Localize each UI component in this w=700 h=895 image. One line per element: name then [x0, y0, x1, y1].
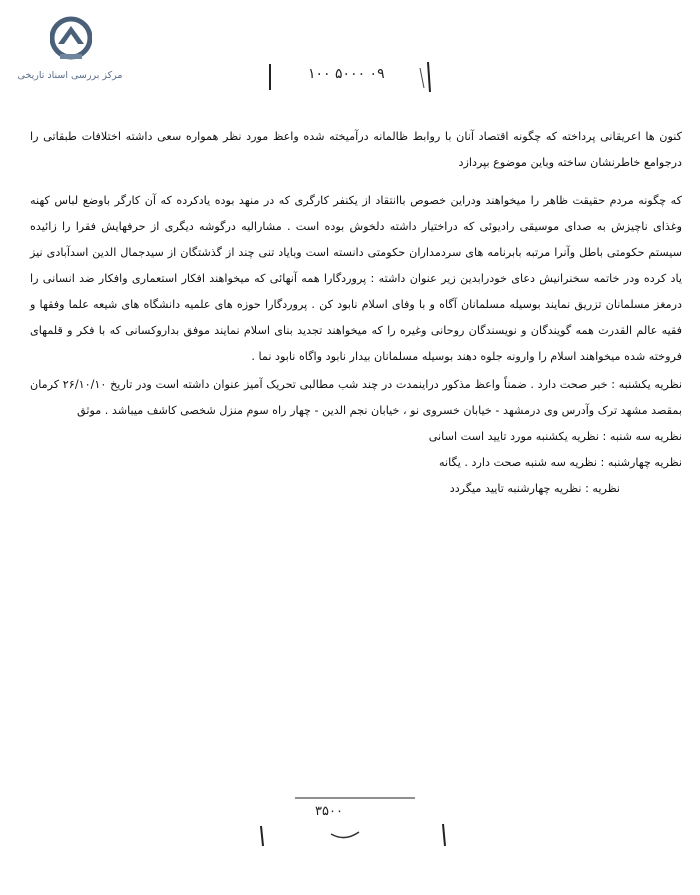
- note-tuesday: نظریه سه شنبه : نظریه یکشنبه مورد تایید است اسانی: [428, 430, 682, 443]
- document-body: [30, 124, 682, 502]
- archive-logo: [8, 14, 132, 94]
- note-final: نظریه : نظریه چهارشنبه تایید میگردد: [449, 482, 620, 495]
- intro-paragraph: کنون ها اعریقانی پرداخته که چگونه اقتصاد آنان با روابط ظالمانه درآمیخته شده واعظ مورد نظر همواره سعی داشته اختلافات طبقاتی را درجوامع خاطرنشان ساخته وباین موضوع بپردازد: [30, 130, 682, 169]
- footer-stamp: [255, 790, 455, 850]
- main-paragraph: که چگونه مردم حقیقت ظاهر را میخواهند ودراین خصوص باانتقاد از یکنفر کارگری که در منهد بوده یادکرده که آن کارگر باوضع لباس کهنه وغذای ناچیزش به صدای موسیقی رادیوئی که دراختیار داشته دلخوش بوده است . مشارالیه درگوشه دیگری از حرفهایش فقرا را زائیده سیستم حکومتی باطل وآنرا مرتبه بابرنامه های سردمداران حکومتی دانسته است وبایاد تنی چند از گذشتگان از سیدجمال الدین اسدآبادی نیز یاد کرده ودر خاتمه سخنرانیش دعای خودرابدین زیر عنوان داشته : پروردگارا همه آنهائی که میخواهند افکار استعماری وافکار ضد انسانی را درمغز مسلمانان تزریق نمایند بوسیله مسلمانان آگاه و با وفای اسلام نابود کن . پروردگارا حوزه های علمیه دانشگاه های شیعه علما وفقها و فقیه عالم القدرت همه گویندگان و نویسندگان روحانی وغیره را که میخواهند تجدید بنای اسلام نمایند موفق بداروکسانی که با فکر و قلمهای فروخته شده میخواهند اسلام را وارونه جلوه دهند بوسیله مسلمانان بیدار نابود واگاه نابود نما .: [30, 194, 682, 363]
- header-stamp: [260, 58, 440, 98]
- archive-emblem-icon: [50, 14, 92, 66]
- note-sunday: نظریه یکشنبه : خبر صحت دارد . ضمناً واعظ مذکور دراینمدت در چند شب مطالبی تحریک آمیز عنوان داشته است ودر تاریخ ۲۶/۱۰/۱۰ کرمان بمقصد مشهد ترک وآدرس وی درمشهد - خیابان خسروی نو ، خیابان نجم الدین - چهار راه سوم منزل شخصی کاشف میباشد . موثق: [30, 378, 682, 417]
- footer-code: ۳۵۰۰: [315, 804, 343, 819]
- footer-stamp-frame: [255, 790, 455, 850]
- logo-text: مرکز بررسی اسناد تاریخی: [17, 70, 123, 81]
- header-number: ۰۹ ۵۰۰۰ ۱۰۰: [308, 66, 385, 82]
- note-wednesday: نظریه چهارشنبه : نظریه سه شنبه صحت دارد . یگانه: [439, 456, 682, 469]
